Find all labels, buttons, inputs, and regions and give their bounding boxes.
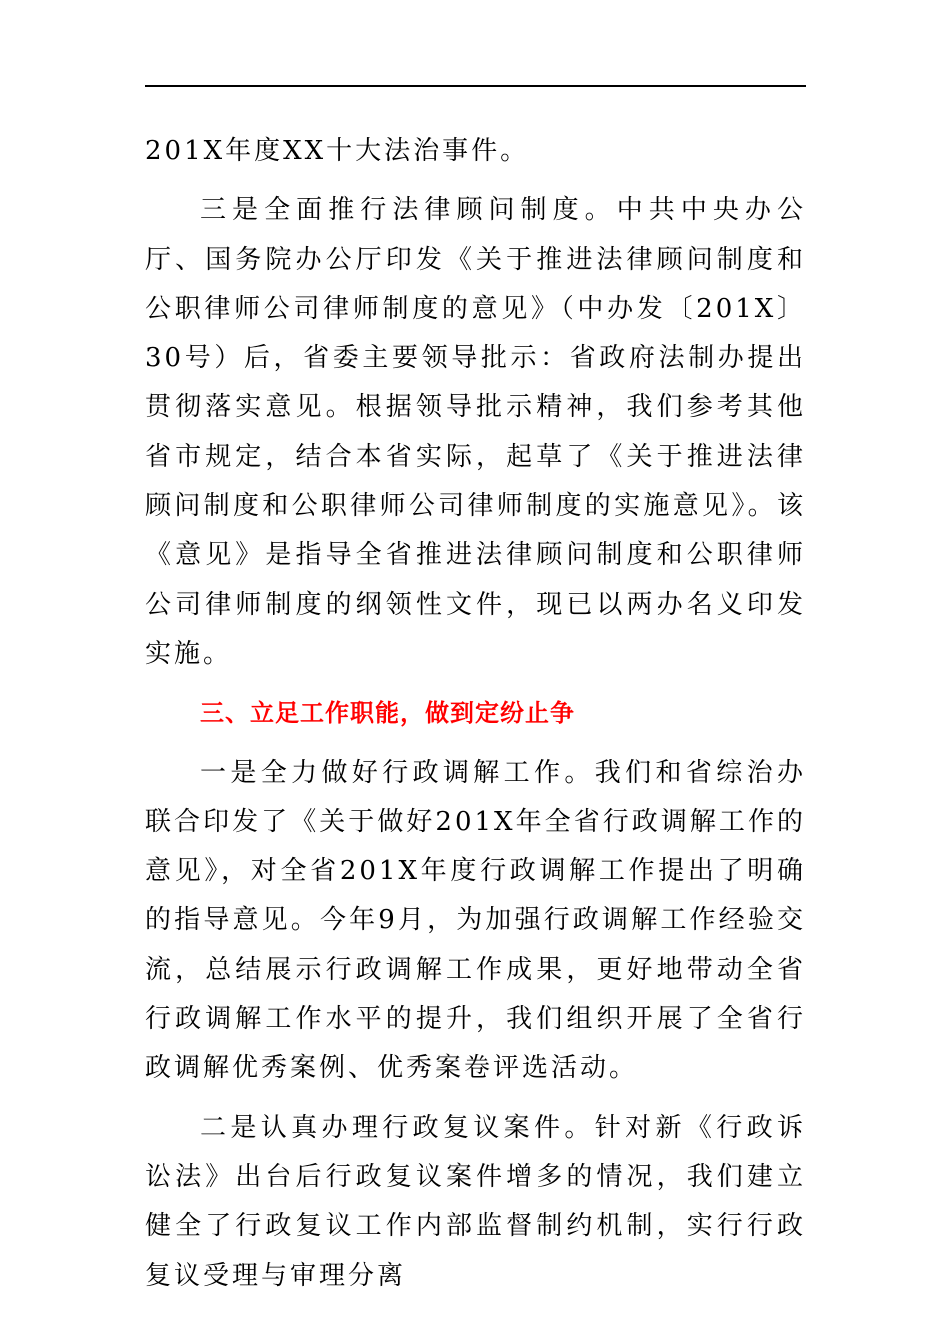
section-heading: 三、立足工作职能，做到定纷止争	[200, 699, 575, 728]
continuation-line: 201X年度XX十大法治事件。	[145, 136, 530, 166]
paragraph-administrative-mediation: 一是全力做好行政调解工作。我们和省综治办联合印发了《关于做好201X年全省行政调解工作的意见》，对全省201X年度行政调解工作提出了明确的指导意见。今年9月，为加强行政调解工作经验交流，总结展示行政调解工作成果，更好地带动全省行政调解工作水平的提升，我们组织开展了全省行政调解优秀案例、优秀案卷评选活动。	[145, 757, 806, 1084]
header-rule	[145, 85, 806, 87]
document-body	[145, 127, 806, 1301]
paragraph-administrative-reconsideration: 二是认真办理行政复议案件。针对新《行政诉讼法》出台后行政复议案件增多的情况，我们建立健全了行政复议工作内部监督制约机制，实行行政复议受理与审理分离	[145, 1112, 806, 1291]
paragraph-legal-advisor-system: 三是全面推行法律顾问制度。中共中央办公厅、国务院办公厅印发《关于推进法律顾问制度和公职律师公司律师制度的意见》（中办发〔201X〕30号）后，省委主要领导批示：省政府法制办提出贯彻落实意见。根据领导批示精神，我们参考其他省市规定，结合本省实际，起草了《关于推进法律顾问制度和公职律师公司律师制度的实施意见》。该《意见》是指导全省推进法律顾问制度和公职律师公司律师制度的纲领性文件，现已以两办名义印发实施。	[145, 195, 806, 669]
